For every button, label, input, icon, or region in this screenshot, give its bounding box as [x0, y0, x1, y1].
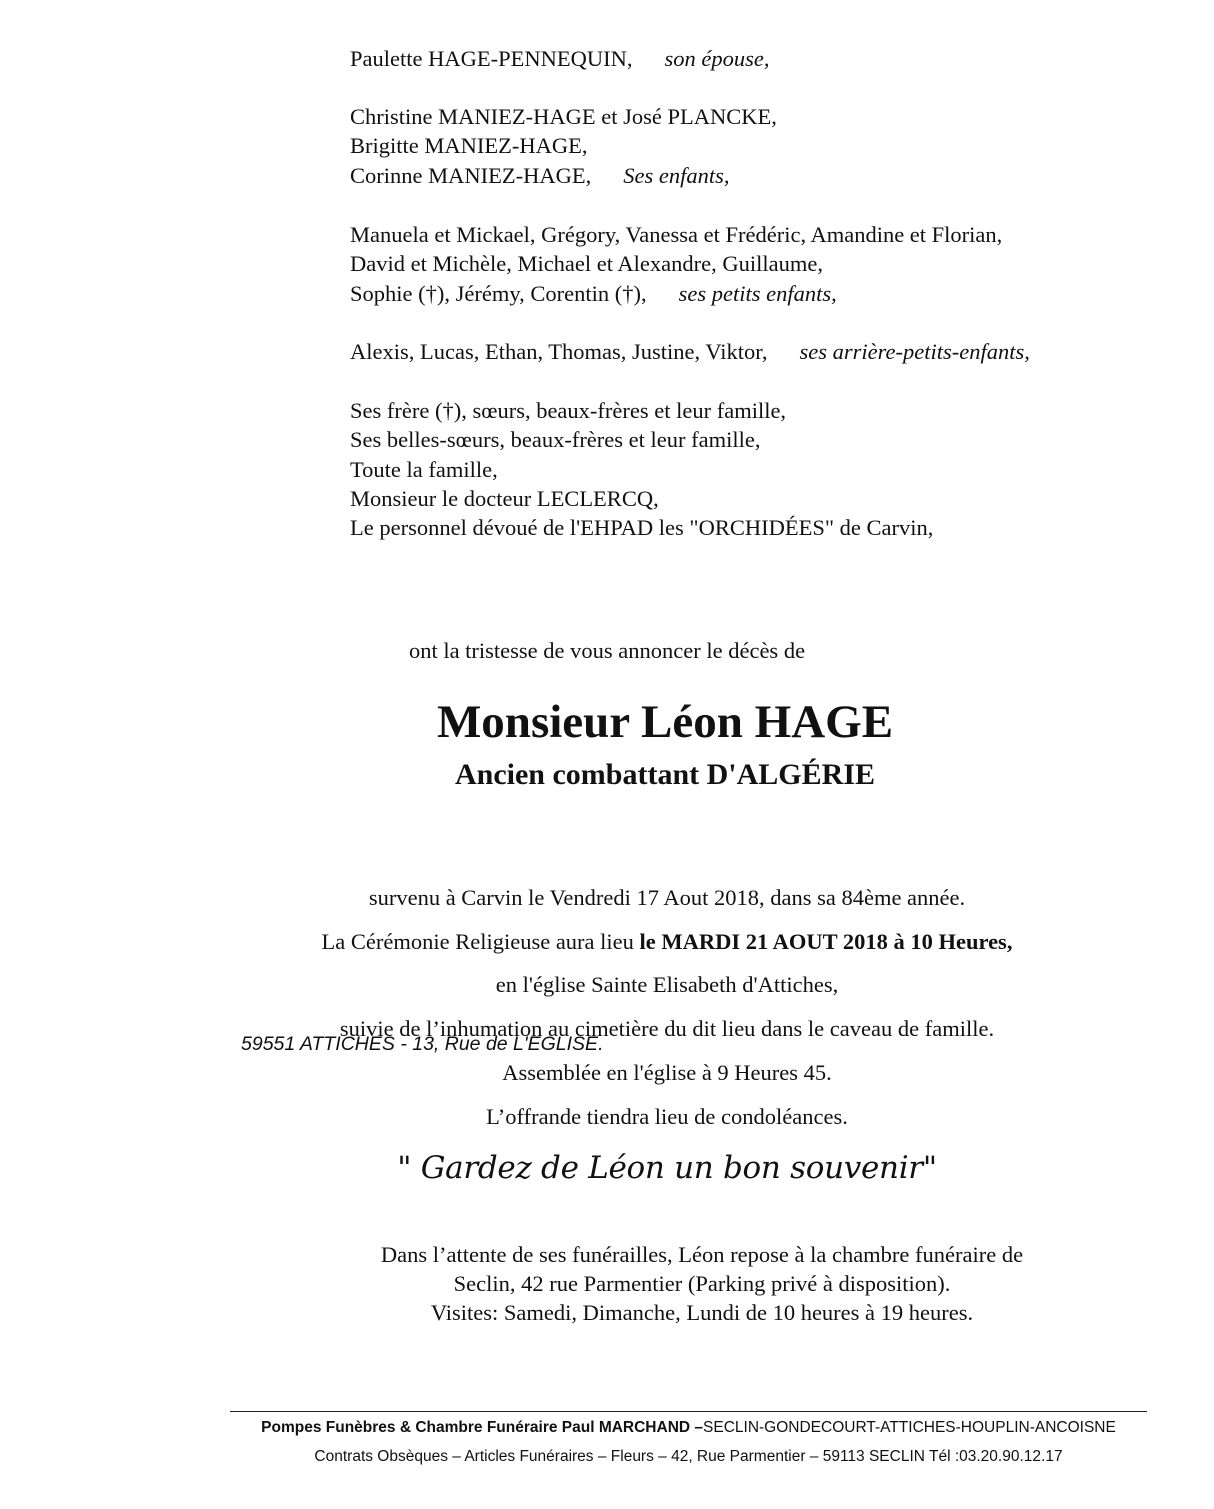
others-line-4: Monsieur le docteur LECLERCQ, — [350, 485, 659, 511]
footer-company: Pompes Funèbres & Chambre Funéraire Paul MARCHAND – — [261, 1419, 704, 1436]
burial-line: suivie de l’inhumation au cimetière du dit lieu dans le caveau de famille. — [339, 1016, 995, 1041]
grandchildren-line-2: David et Michèle, Michael et Alexandre, Guillaume, — [350, 251, 823, 277]
family-address: 59551 ATTICHES - 13, Rue de L'EGLISE. — [241, 1033, 604, 1055]
grandchildren-line-1: Manuela et Mickael, Grégory, Vanessa et Frédéric, Amandine et Florian, — [350, 222, 1003, 247]
assembly-line: Assemblée en l'église à 9 Heures 45. — [502, 1060, 832, 1085]
deceased-name: Monsieur Léon HAGE — [436, 696, 894, 748]
ceremony-line — [60, 927, 1214, 957]
grandchildren-last-name: Sophie (†), Jérémy, Corentin (†), — [350, 280, 647, 306]
others-line-1: Ses frère (†), sœurs, beaux-frères et leur famille, — [350, 398, 787, 423]
ceremony-date: le MARDI 21 AOUT 2018 à 10 Heures, — [639, 929, 1013, 954]
ceremony-prefix: La Cérémonie Religieuse aura lieu — [321, 929, 640, 954]
visits-line-3: Visites: Samedi, Dimanche, Lundi de 10 heures à 19 heures. — [430, 1300, 974, 1325]
church-line: en l'église Sainte Elisabeth d'Attiches, — [495, 972, 839, 997]
great-grandchildren-names: Alexis, Lucas, Ethan, Thomas, Justine, Viktor, — [350, 339, 768, 364]
deceased-title: Ancien combattant D'ALGÉRIE — [454, 758, 875, 791]
footer-services: Contrats Obsèques – Articles Funéraires – Fleurs – 42, Rue Parmentier – 59113 SECLIN Tél :03.20.90.12.17 — [314, 1448, 1063, 1465]
others-line-2: Ses belles-sœurs, beaux-frères et leur famille, — [350, 427, 761, 453]
children-block — [350, 102, 777, 190]
visits-line-2: Seclin, 42 rue Parmentier (Parking privé à disposition). — [453, 1271, 951, 1296]
spouse-role: son épouse, — [664, 46, 770, 71]
great-grandchildren-line — [350, 337, 1030, 367]
grandchildren-line-3 — [350, 279, 1002, 308]
memorial-quote: " Gardez de Léon un bon souvenir" — [397, 1150, 937, 1186]
children-role: Ses enfants, — [623, 162, 730, 188]
grandchildren-role: ses petits enfants, — [678, 280, 837, 306]
footer-company-line — [230, 1417, 1147, 1439]
great-grandchildren-role: ses arrière-petits-enfants, — [799, 339, 1030, 364]
visits-line-1: Dans l’attente de ses funérailles, Léon repose à la chambre funéraire de — [380, 1242, 1024, 1267]
spouse-line — [350, 44, 769, 74]
others-block — [350, 396, 933, 542]
spouse-name: Paulette HAGE-PENNEQUIN, — [350, 46, 633, 71]
offering-line: L’offrande tiendra lieu de condoléances. — [486, 1104, 848, 1129]
children-line-1: Christine MANIEZ-HAGE et José PLANCKE, — [350, 104, 777, 129]
death-details: survenu à Carvin le Vendredi 17 Aout 2018, dans sa 84ème année. — [368, 885, 966, 910]
children-line-2: Brigitte MANIEZ-HAGE, — [350, 133, 588, 159]
children-line-3 — [350, 161, 777, 190]
footer-towns: SECLIN-GONDECOURT-ATTICHES-HOUPLIN-ANCOISNE — [703, 1419, 1116, 1436]
grandchildren-block — [350, 220, 1002, 308]
footer-divider — [230, 1411, 1147, 1412]
others-line-5: Le personnel dévoué de l'EHPAD les "ORCHIDÉES" de Carvin, — [350, 515, 934, 541]
others-line-3: Toute la famille, — [350, 456, 498, 482]
announcement-intro: ont la tristesse de vous annoncer le décès de — [408, 638, 806, 663]
children-last-name: Corinne MANIEZ-HAGE, — [350, 162, 592, 188]
